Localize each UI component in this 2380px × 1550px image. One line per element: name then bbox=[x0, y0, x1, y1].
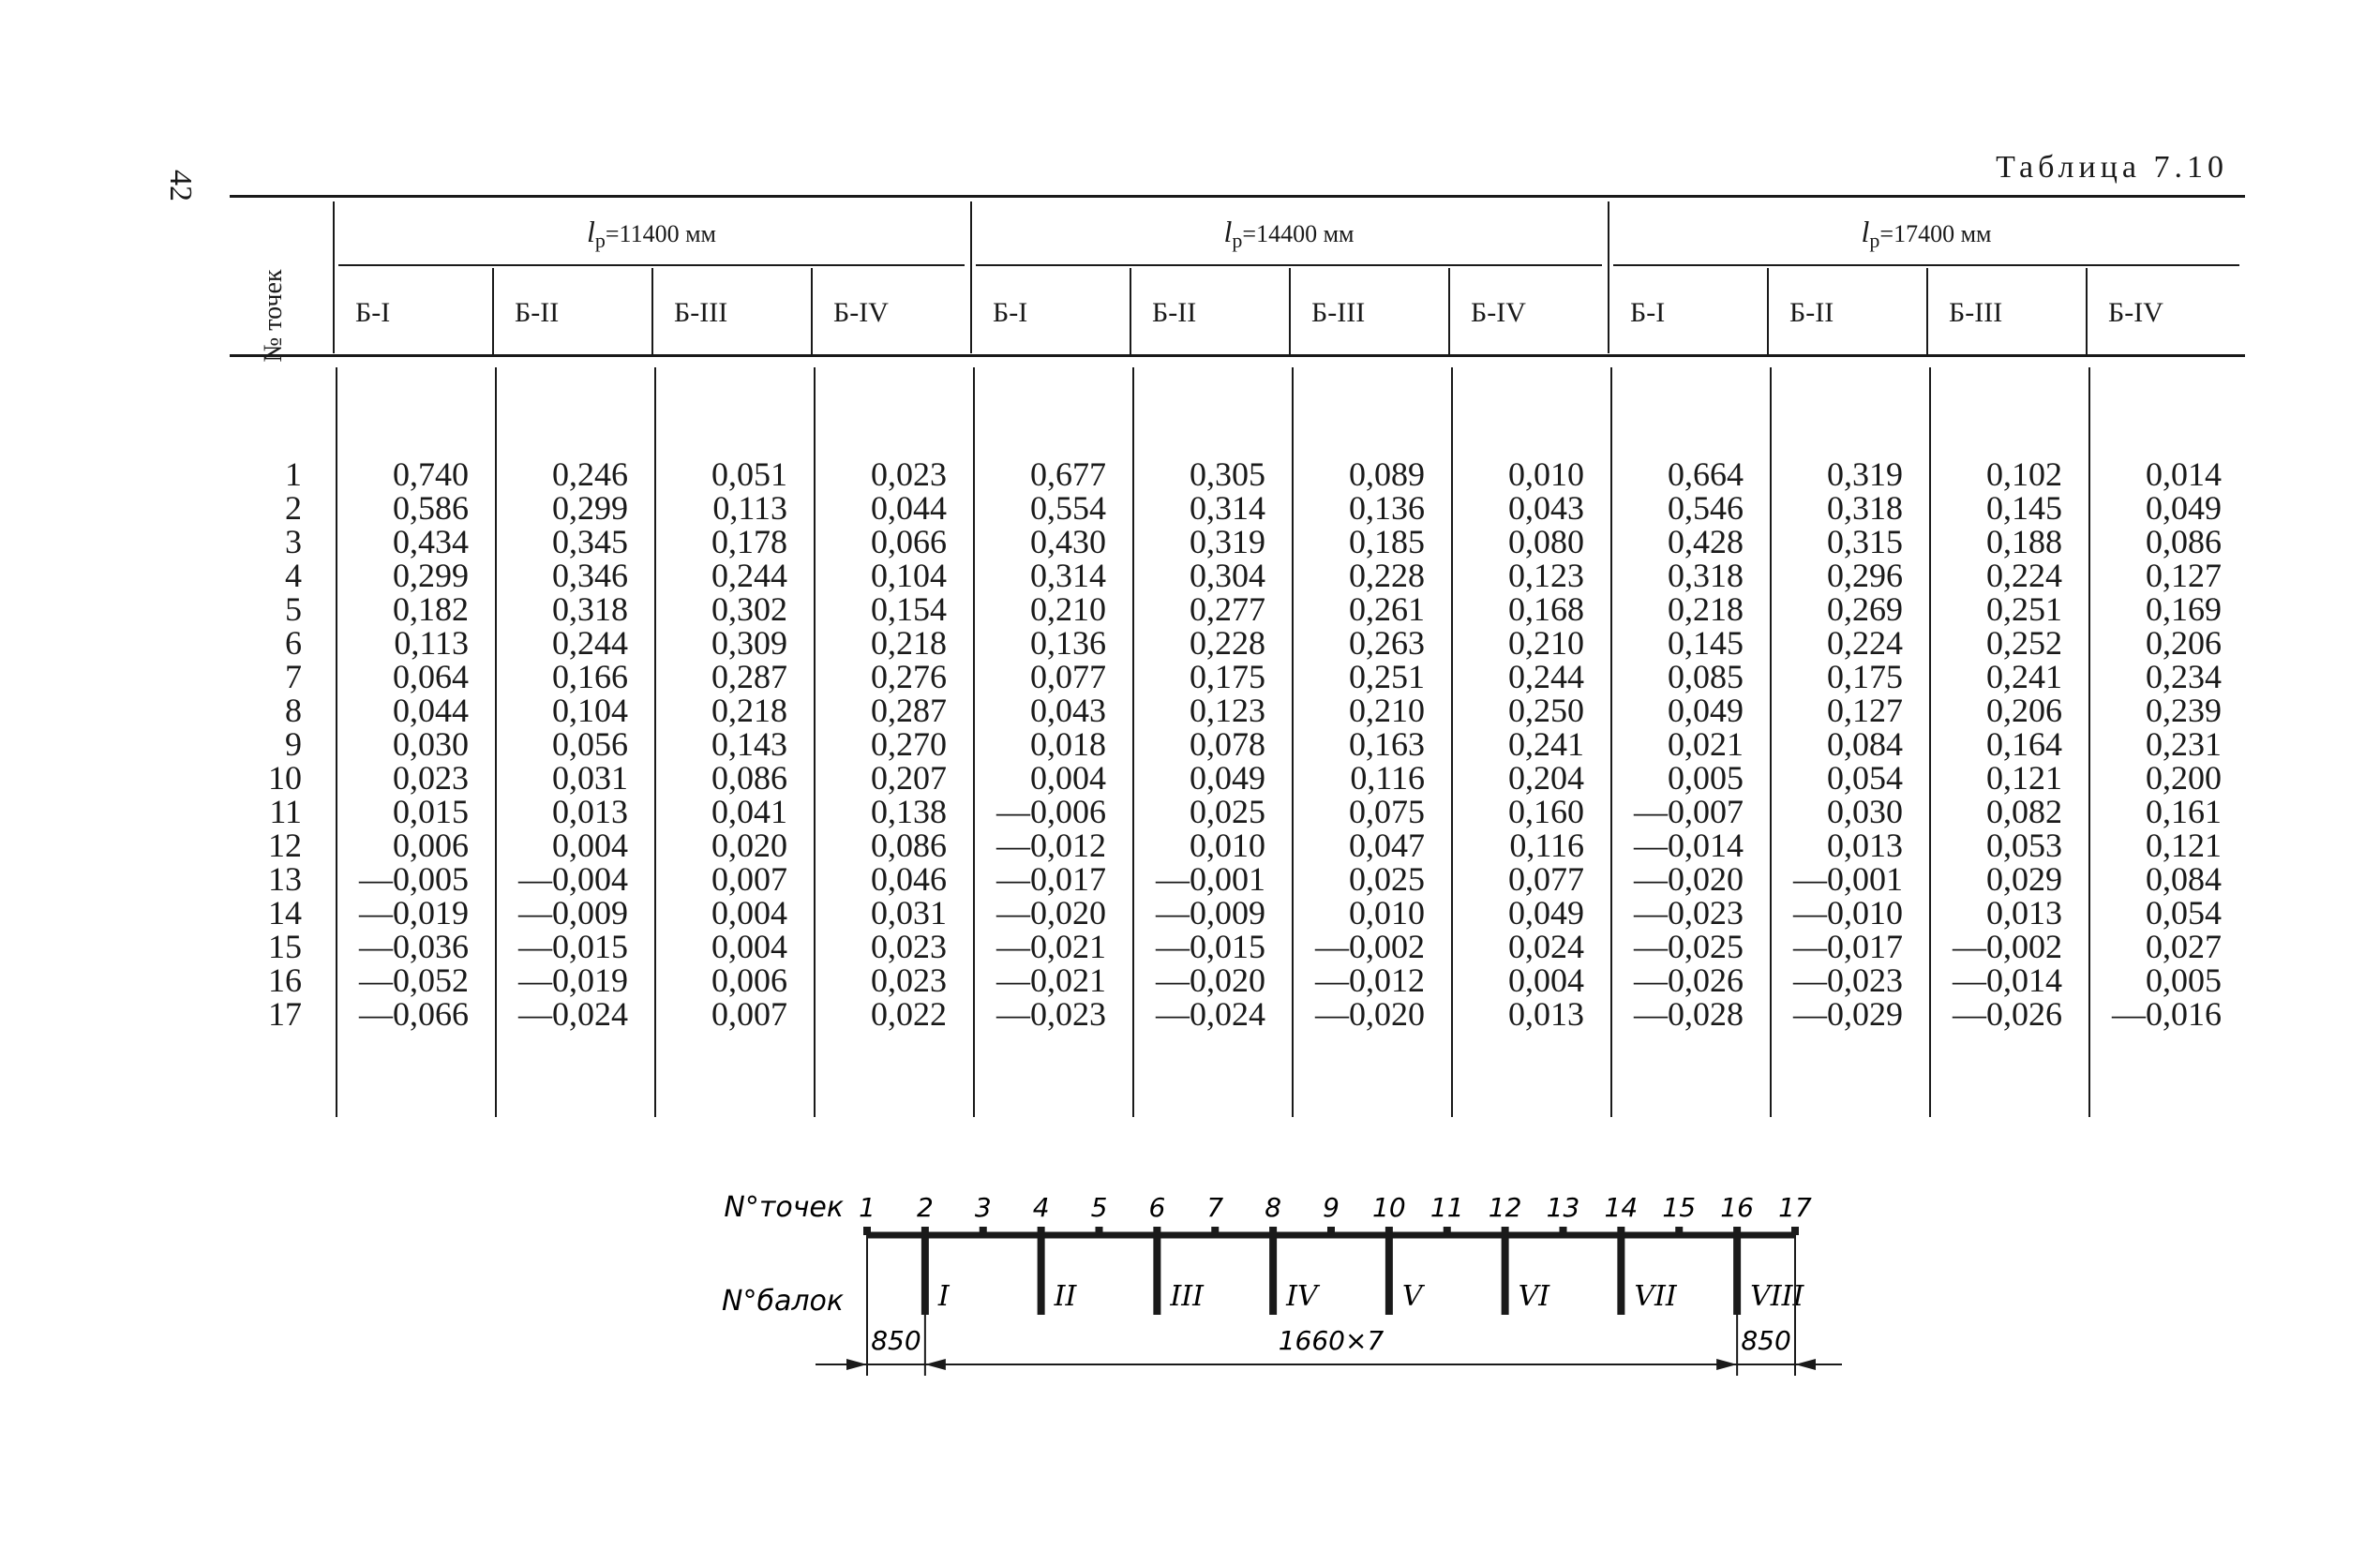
table-cell: 0,080 bbox=[1508, 523, 1584, 560]
table-cell: 0,013 bbox=[1508, 995, 1584, 1033]
table-cell: —0,012 bbox=[996, 827, 1106, 864]
table-cell: —0,017 bbox=[996, 860, 1106, 898]
table-cell: 0,304 bbox=[1190, 557, 1265, 594]
table-cell: —0,023 bbox=[1634, 894, 1744, 931]
table-cell: —0,026 bbox=[1634, 961, 1744, 999]
table-cell: —0,023 bbox=[996, 995, 1106, 1033]
table-cell: 0,084 bbox=[2146, 860, 2222, 898]
table-cell: —0,019 bbox=[359, 894, 469, 931]
column-heading-5: Б-I bbox=[993, 297, 1028, 328]
table-cell: 0,206 bbox=[2146, 624, 2222, 662]
table-cell: 0,554 bbox=[1030, 489, 1106, 527]
table-cell: —0,007 bbox=[1634, 793, 1744, 830]
table-cell: 0,319 bbox=[1190, 523, 1265, 560]
dimension-middle: 1660×7 bbox=[1278, 1325, 1385, 1356]
table-cell: 0,121 bbox=[2146, 827, 2222, 864]
table-cell: 0,309 bbox=[711, 624, 787, 662]
table-cell: 0,346 bbox=[552, 557, 628, 594]
table-cell: 0,075 bbox=[1349, 793, 1425, 830]
table-cell: 0,049 bbox=[2146, 489, 2222, 527]
point-label: 1 bbox=[859, 1192, 876, 1223]
table-cell: 0,049 bbox=[1668, 692, 1744, 729]
arrow-left-outer bbox=[846, 1359, 867, 1370]
table-cell: 0,168 bbox=[1508, 590, 1584, 628]
table-cell: 0,299 bbox=[393, 557, 469, 594]
column-heading-9: Б-I bbox=[1630, 297, 1666, 328]
point-tick bbox=[1385, 1227, 1393, 1235]
table-cell: 0,113 bbox=[394, 624, 469, 662]
table-cell: 0,014 bbox=[2146, 455, 2222, 493]
table-cell: 0,025 bbox=[1190, 793, 1265, 830]
point-tick bbox=[1560, 1227, 1567, 1235]
table-cell: 0,166 bbox=[552, 658, 628, 695]
span-symbol: l bbox=[1223, 215, 1233, 248]
beams-label: N°балок bbox=[722, 1285, 844, 1318]
table-cell: 0,006 bbox=[711, 961, 787, 999]
table-cell: 0,010 bbox=[1190, 827, 1265, 864]
table-cell: —0,009 bbox=[518, 894, 628, 931]
point-tick bbox=[1153, 1227, 1160, 1235]
table-cell: 0,089 bbox=[1349, 455, 1425, 493]
table-cell: 0,210 bbox=[1030, 590, 1106, 628]
table-cell: —0,020 bbox=[1634, 860, 1744, 898]
table-cell: 0,161 bbox=[2146, 793, 2222, 830]
table-cell: —0,052 bbox=[359, 961, 469, 999]
point-label: 4 bbox=[1032, 1192, 1050, 1223]
table-cell: 0,031 bbox=[552, 759, 628, 797]
point-tick bbox=[1038, 1227, 1045, 1235]
table-cell: 0,207 bbox=[871, 759, 947, 797]
span-symbol: l bbox=[1861, 215, 1870, 248]
table-cell: 0,136 bbox=[1030, 624, 1106, 662]
table-cell: —0,024 bbox=[1156, 995, 1265, 1033]
table-cell: 0,251 bbox=[1986, 590, 2062, 628]
arrow-right-outer bbox=[1795, 1359, 1816, 1370]
table-cell: 0,023 bbox=[871, 928, 947, 965]
point-label: 7 bbox=[1206, 1192, 1224, 1223]
point-tick bbox=[1675, 1227, 1683, 1235]
table-cell: 0,004 bbox=[1030, 759, 1106, 797]
column-heading-10: Б-II bbox=[1789, 297, 1834, 328]
table-cell: 0,004 bbox=[1508, 961, 1584, 999]
table-cell: 0,185 bbox=[1349, 523, 1425, 560]
table-cell: 0,053 bbox=[1986, 827, 2062, 864]
table-cell: —0,021 bbox=[996, 928, 1106, 965]
table-cell: —0,016 bbox=[2112, 995, 2222, 1033]
point-tick bbox=[1269, 1227, 1277, 1235]
point-number: 7 bbox=[285, 658, 302, 695]
beam-label: I bbox=[937, 1280, 950, 1313]
point-number: 10 bbox=[268, 759, 302, 797]
column-heading-6: Б-II bbox=[1152, 297, 1197, 328]
point-tick bbox=[1327, 1227, 1335, 1235]
table-cell: 0,200 bbox=[2146, 759, 2222, 797]
table-cell: 0,018 bbox=[1030, 725, 1106, 763]
table-cell: 0,013 bbox=[1986, 894, 2062, 931]
table-cell: 0,030 bbox=[1827, 793, 1903, 830]
point-tick bbox=[1791, 1227, 1799, 1235]
column-heading-12: Б-IV bbox=[2108, 297, 2163, 328]
table-cell: 0,005 bbox=[2146, 961, 2222, 999]
table-cell: 0,188 bbox=[1986, 523, 2062, 560]
point-label: 14 bbox=[1604, 1192, 1639, 1223]
table-cell: 0,224 bbox=[1827, 624, 1903, 662]
table-cell: 0,031 bbox=[871, 894, 947, 931]
table-cell: 0,104 bbox=[871, 557, 947, 594]
point-label: 17 bbox=[1778, 1192, 1812, 1223]
table-cell: 0,005 bbox=[1668, 759, 1744, 797]
point-label: 8 bbox=[1265, 1192, 1282, 1223]
table-cell: —0,009 bbox=[1156, 894, 1265, 931]
table-cell: 0,241 bbox=[1508, 725, 1584, 763]
point-number: 13 bbox=[268, 860, 302, 898]
table-cell: 0,182 bbox=[393, 590, 469, 628]
point-number: 8 bbox=[285, 692, 302, 729]
table-cell: 0,010 bbox=[1349, 894, 1425, 931]
table-cell: 0,116 bbox=[1509, 827, 1584, 864]
table-cell: 0,315 bbox=[1827, 523, 1903, 560]
table-cell: 0,287 bbox=[711, 658, 787, 695]
table-cell: 0,029 bbox=[1986, 860, 2062, 898]
table-cell: —0,020 bbox=[1315, 995, 1425, 1033]
table-cell: 0,664 bbox=[1668, 455, 1744, 493]
table-cell: —0,021 bbox=[996, 961, 1106, 999]
span-symbol: l bbox=[587, 215, 595, 248]
table-cell: 0,163 bbox=[1349, 725, 1425, 763]
table-cell: —0,014 bbox=[1634, 827, 1744, 864]
table-cell: 0,164 bbox=[1986, 725, 2062, 763]
table-cell: 0,314 bbox=[1030, 557, 1106, 594]
table-cell: 0,178 bbox=[711, 523, 787, 560]
point-label: 11 bbox=[1429, 1192, 1464, 1223]
points-label: N°точек bbox=[724, 1191, 844, 1224]
table-cell: 0,049 bbox=[1508, 894, 1584, 931]
table-cell: —0,015 bbox=[1156, 928, 1265, 965]
table-cell: 0,206 bbox=[1986, 692, 2062, 729]
point-number: 14 bbox=[268, 894, 302, 931]
table-cell: 0,127 bbox=[2146, 557, 2222, 594]
beam-label: VIII bbox=[1750, 1280, 1804, 1313]
table-cell: 0,078 bbox=[1190, 725, 1265, 763]
table-cell: 0,064 bbox=[393, 658, 469, 695]
table-cell: —0,001 bbox=[1793, 860, 1903, 898]
column-heading-2: Б-II bbox=[515, 297, 560, 328]
point-number: 4 bbox=[285, 557, 302, 594]
table-cell: 0,250 bbox=[1508, 692, 1584, 729]
table-cell: —0,066 bbox=[359, 995, 469, 1033]
table-cell: 0,023 bbox=[871, 961, 947, 999]
point-number: 15 bbox=[268, 928, 302, 965]
point-number: 3 bbox=[285, 523, 302, 560]
beam-label: VII bbox=[1634, 1280, 1677, 1313]
table-cell: 0,234 bbox=[2146, 658, 2222, 695]
table-cell: 0,004 bbox=[711, 894, 787, 931]
table-cell: 0,204 bbox=[1508, 759, 1584, 797]
point-label: 15 bbox=[1662, 1192, 1697, 1223]
table-cell: 0,085 bbox=[1668, 658, 1744, 695]
table-cell: 0,138 bbox=[871, 793, 947, 830]
table-cell: —0,028 bbox=[1634, 995, 1744, 1033]
table-cell: —0,010 bbox=[1793, 894, 1903, 931]
table-cell: 0,086 bbox=[2146, 523, 2222, 560]
table-cell: 0,210 bbox=[1508, 624, 1584, 662]
table-cell: —0,023 bbox=[1793, 961, 1903, 999]
table-cell: 0,024 bbox=[1508, 928, 1584, 965]
table-cell: 0,143 bbox=[711, 725, 787, 763]
table-cell: 0,054 bbox=[2146, 894, 2222, 931]
table-cell: 0,276 bbox=[871, 658, 947, 695]
table-cell: 0,041 bbox=[711, 793, 787, 830]
point-number: 6 bbox=[285, 624, 302, 662]
table-cell: 0,010 bbox=[1508, 455, 1584, 493]
arrow-middle-end bbox=[1716, 1359, 1737, 1370]
table-caption: Таблица 7.10 bbox=[1996, 150, 2228, 185]
table-cell: 0,054 bbox=[1827, 759, 1903, 797]
table-cell: 0,046 bbox=[871, 860, 947, 898]
table-cell: 0,241 bbox=[1986, 658, 2062, 695]
table-cell: 0,102 bbox=[1986, 455, 2062, 493]
table-cell: —0,006 bbox=[996, 793, 1106, 830]
table-cell: 0,299 bbox=[552, 489, 628, 527]
table-cell: 0,066 bbox=[871, 523, 947, 560]
table-cell: 0,043 bbox=[1030, 692, 1106, 729]
table-cell: 0,113 bbox=[712, 489, 787, 527]
point-tick bbox=[1617, 1227, 1624, 1235]
page-number: 42 bbox=[163, 170, 198, 201]
point-number: 1 bbox=[285, 455, 302, 493]
beam-label: IV bbox=[1286, 1280, 1318, 1313]
table-cell: 0,218 bbox=[871, 624, 947, 662]
table-cell: 0,428 bbox=[1668, 523, 1744, 560]
table-cell: 0,305 bbox=[1190, 455, 1265, 493]
point-label: 16 bbox=[1720, 1192, 1754, 1223]
table-cell: 0,239 bbox=[2146, 692, 2222, 729]
column-heading-3: Б-III bbox=[674, 297, 728, 328]
table-cell: 0,086 bbox=[871, 827, 947, 864]
table-cell: —0,036 bbox=[359, 928, 469, 965]
arrow-middle-start bbox=[925, 1359, 946, 1370]
table-cell: —0,026 bbox=[1953, 995, 2062, 1033]
table-cell: 0,056 bbox=[552, 725, 628, 763]
point-tick bbox=[1444, 1227, 1451, 1235]
point-number: 9 bbox=[285, 725, 302, 763]
point-tick bbox=[863, 1227, 871, 1235]
table-cell: 0,175 bbox=[1190, 658, 1265, 695]
table-cell: —0,002 bbox=[1953, 928, 2062, 965]
table-cell: 0,224 bbox=[1986, 557, 2062, 594]
point-label: 3 bbox=[974, 1192, 992, 1223]
column-heading-8: Б-IV bbox=[1471, 297, 1526, 328]
table-cell: 0,228 bbox=[1190, 624, 1265, 662]
table-cell: 0,251 bbox=[1349, 658, 1425, 695]
span-value: =11400 мм bbox=[605, 220, 716, 247]
table-cell: 0,319 bbox=[1827, 455, 1903, 493]
table-cell: —0,002 bbox=[1315, 928, 1425, 965]
table-cell: 0,015 bbox=[393, 793, 469, 830]
table-cell: 0,049 bbox=[1190, 759, 1265, 797]
table-cell: 0,277 bbox=[1190, 590, 1265, 628]
table-cell: 0,044 bbox=[393, 692, 469, 729]
table-cell: 0,047 bbox=[1349, 827, 1425, 864]
table-cell: 0,007 bbox=[711, 995, 787, 1033]
point-number: 5 bbox=[285, 590, 302, 628]
table-cell: 0,169 bbox=[2146, 590, 2222, 628]
table-cell: 0,318 bbox=[1668, 557, 1744, 594]
row-header-label: № точек bbox=[259, 269, 288, 363]
table-cell: —0,029 bbox=[1793, 995, 1903, 1033]
table-cell: 0,263 bbox=[1349, 624, 1425, 662]
point-number: 16 bbox=[268, 961, 302, 999]
table-cell: 0,025 bbox=[1349, 860, 1425, 898]
point-number: 11 bbox=[269, 793, 302, 830]
beam-label: II bbox=[1054, 1280, 1077, 1313]
table-cell: 0,082 bbox=[1986, 793, 2062, 830]
table-cell: 0,030 bbox=[393, 725, 469, 763]
table-cell: 0,175 bbox=[1827, 658, 1903, 695]
beam-label: III bbox=[1170, 1280, 1204, 1313]
table-cell: 0,261 bbox=[1349, 590, 1425, 628]
table-cell: 0,244 bbox=[711, 557, 787, 594]
table-cell: —0,012 bbox=[1315, 961, 1425, 999]
table-cell: 0,345 bbox=[552, 523, 628, 560]
table-cell: 0,123 bbox=[1190, 692, 1265, 729]
table-cell: 0,296 bbox=[1827, 557, 1903, 594]
table-cell: —0,005 bbox=[359, 860, 469, 898]
point-number: 2 bbox=[285, 489, 302, 527]
table-cell: —0,015 bbox=[518, 928, 628, 965]
point-tick bbox=[1211, 1227, 1219, 1235]
dimension-right: 850 bbox=[1741, 1325, 1791, 1356]
point-tick bbox=[1733, 1227, 1741, 1235]
point-label: 10 bbox=[1372, 1192, 1406, 1223]
table-cell: 0,318 bbox=[552, 590, 628, 628]
beam-label: VI bbox=[1518, 1280, 1550, 1313]
table-cell: 0,270 bbox=[871, 725, 947, 763]
table-cell: —0,024 bbox=[518, 995, 628, 1033]
table-cell: 0,051 bbox=[711, 455, 787, 493]
table-cell: 0,006 bbox=[393, 827, 469, 864]
table-cell: 0,244 bbox=[1508, 658, 1584, 695]
table-cell: 0,145 bbox=[1668, 624, 1744, 662]
table-cell: 0,246 bbox=[552, 455, 628, 493]
table-cell: 0,013 bbox=[552, 793, 628, 830]
table-cell: —0,019 bbox=[518, 961, 628, 999]
table-cell: 0,013 bbox=[1827, 827, 1903, 864]
table-cell: 0,244 bbox=[552, 624, 628, 662]
point-label: 2 bbox=[916, 1192, 934, 1223]
table-cell: 0,586 bbox=[393, 489, 469, 527]
table-cell: 0,677 bbox=[1030, 455, 1106, 493]
span-subscript: p bbox=[594, 229, 606, 253]
dimension-left: 850 bbox=[871, 1325, 921, 1356]
point-label: 5 bbox=[1090, 1192, 1108, 1223]
point-label: 12 bbox=[1488, 1192, 1522, 1223]
table-cell: 0,077 bbox=[1030, 658, 1106, 695]
table-cell: 0,269 bbox=[1827, 590, 1903, 628]
table-cell: —0,014 bbox=[1953, 961, 2062, 999]
table-cell: 0,023 bbox=[393, 759, 469, 797]
span-subscript: p bbox=[1232, 229, 1243, 253]
span-value: =14400 мм bbox=[1242, 220, 1355, 247]
table-cell: 0,043 bbox=[1508, 489, 1584, 527]
point-tick bbox=[1502, 1227, 1509, 1235]
point-tick bbox=[1096, 1227, 1103, 1235]
point-tick bbox=[980, 1227, 987, 1235]
table-cell: 0,218 bbox=[1668, 590, 1744, 628]
beam-label: V bbox=[1401, 1280, 1423, 1313]
table-cell: 0,218 bbox=[711, 692, 787, 729]
column-heading-7: Б-III bbox=[1311, 297, 1366, 328]
table-cell: 0,121 bbox=[1986, 759, 2062, 797]
point-number: 12 bbox=[268, 827, 302, 864]
table-cell: —0,020 bbox=[1156, 961, 1265, 999]
table-cell: 0,430 bbox=[1030, 523, 1106, 560]
table-cell: 0,252 bbox=[1986, 624, 2062, 662]
table-cell: 0,104 bbox=[552, 692, 628, 729]
point-tick bbox=[921, 1227, 929, 1235]
table-cell: 0,007 bbox=[711, 860, 787, 898]
table-cell: —0,025 bbox=[1634, 928, 1744, 965]
point-number: 17 bbox=[268, 995, 302, 1033]
span-value: =17400 мм bbox=[1879, 220, 1992, 247]
table-cell: 0,077 bbox=[1508, 860, 1584, 898]
table-cell: 0,302 bbox=[711, 590, 787, 628]
table-cell: 0,318 bbox=[1827, 489, 1903, 527]
point-label: 13 bbox=[1546, 1192, 1580, 1223]
table-cell: 0,740 bbox=[393, 455, 469, 493]
point-label: 6 bbox=[1148, 1192, 1166, 1223]
table-cell: 0,136 bbox=[1349, 489, 1425, 527]
table-cell: 0,434 bbox=[393, 523, 469, 560]
column-heading-11: Б-III bbox=[1949, 297, 2003, 328]
table-cell: 0,228 bbox=[1349, 557, 1425, 594]
table-cell: —0,001 bbox=[1156, 860, 1265, 898]
span-subscript: p bbox=[1869, 229, 1880, 253]
table-cell: —0,004 bbox=[518, 860, 628, 898]
table-cell: 0,314 bbox=[1190, 489, 1265, 527]
table-cell: 0,004 bbox=[552, 827, 628, 864]
table-cell: 0,116 bbox=[1350, 759, 1425, 797]
column-heading-1: Б-I bbox=[355, 297, 391, 328]
column-heading-4: Б-IV bbox=[833, 297, 889, 328]
table-cell: 0,022 bbox=[871, 995, 947, 1033]
table-cell: 0,004 bbox=[711, 928, 787, 965]
table-cell: 0,154 bbox=[871, 590, 947, 628]
table-cell: 0,084 bbox=[1827, 725, 1903, 763]
table-cell: 0,086 bbox=[711, 759, 787, 797]
table-cell: 0,027 bbox=[2146, 928, 2222, 965]
table-cell: —0,020 bbox=[996, 894, 1106, 931]
table-cell: 0,123 bbox=[1508, 557, 1584, 594]
table-cell: 0,023 bbox=[871, 455, 947, 493]
table-cell: 0,020 bbox=[711, 827, 787, 864]
table-cell: 0,145 bbox=[1986, 489, 2062, 527]
table-cell: 0,210 bbox=[1349, 692, 1425, 729]
point-label: 9 bbox=[1323, 1192, 1340, 1223]
table-cell: 0,044 bbox=[871, 489, 947, 527]
table-cell: 0,021 bbox=[1668, 725, 1744, 763]
table-cell: 0,160 bbox=[1508, 793, 1584, 830]
table-cell: —0,017 bbox=[1793, 928, 1903, 965]
table-cell: 0,231 bbox=[2146, 725, 2222, 763]
table-cell: 0,287 bbox=[871, 692, 947, 729]
table-cell: 0,127 bbox=[1827, 692, 1903, 729]
table-cell: 0,546 bbox=[1668, 489, 1744, 527]
